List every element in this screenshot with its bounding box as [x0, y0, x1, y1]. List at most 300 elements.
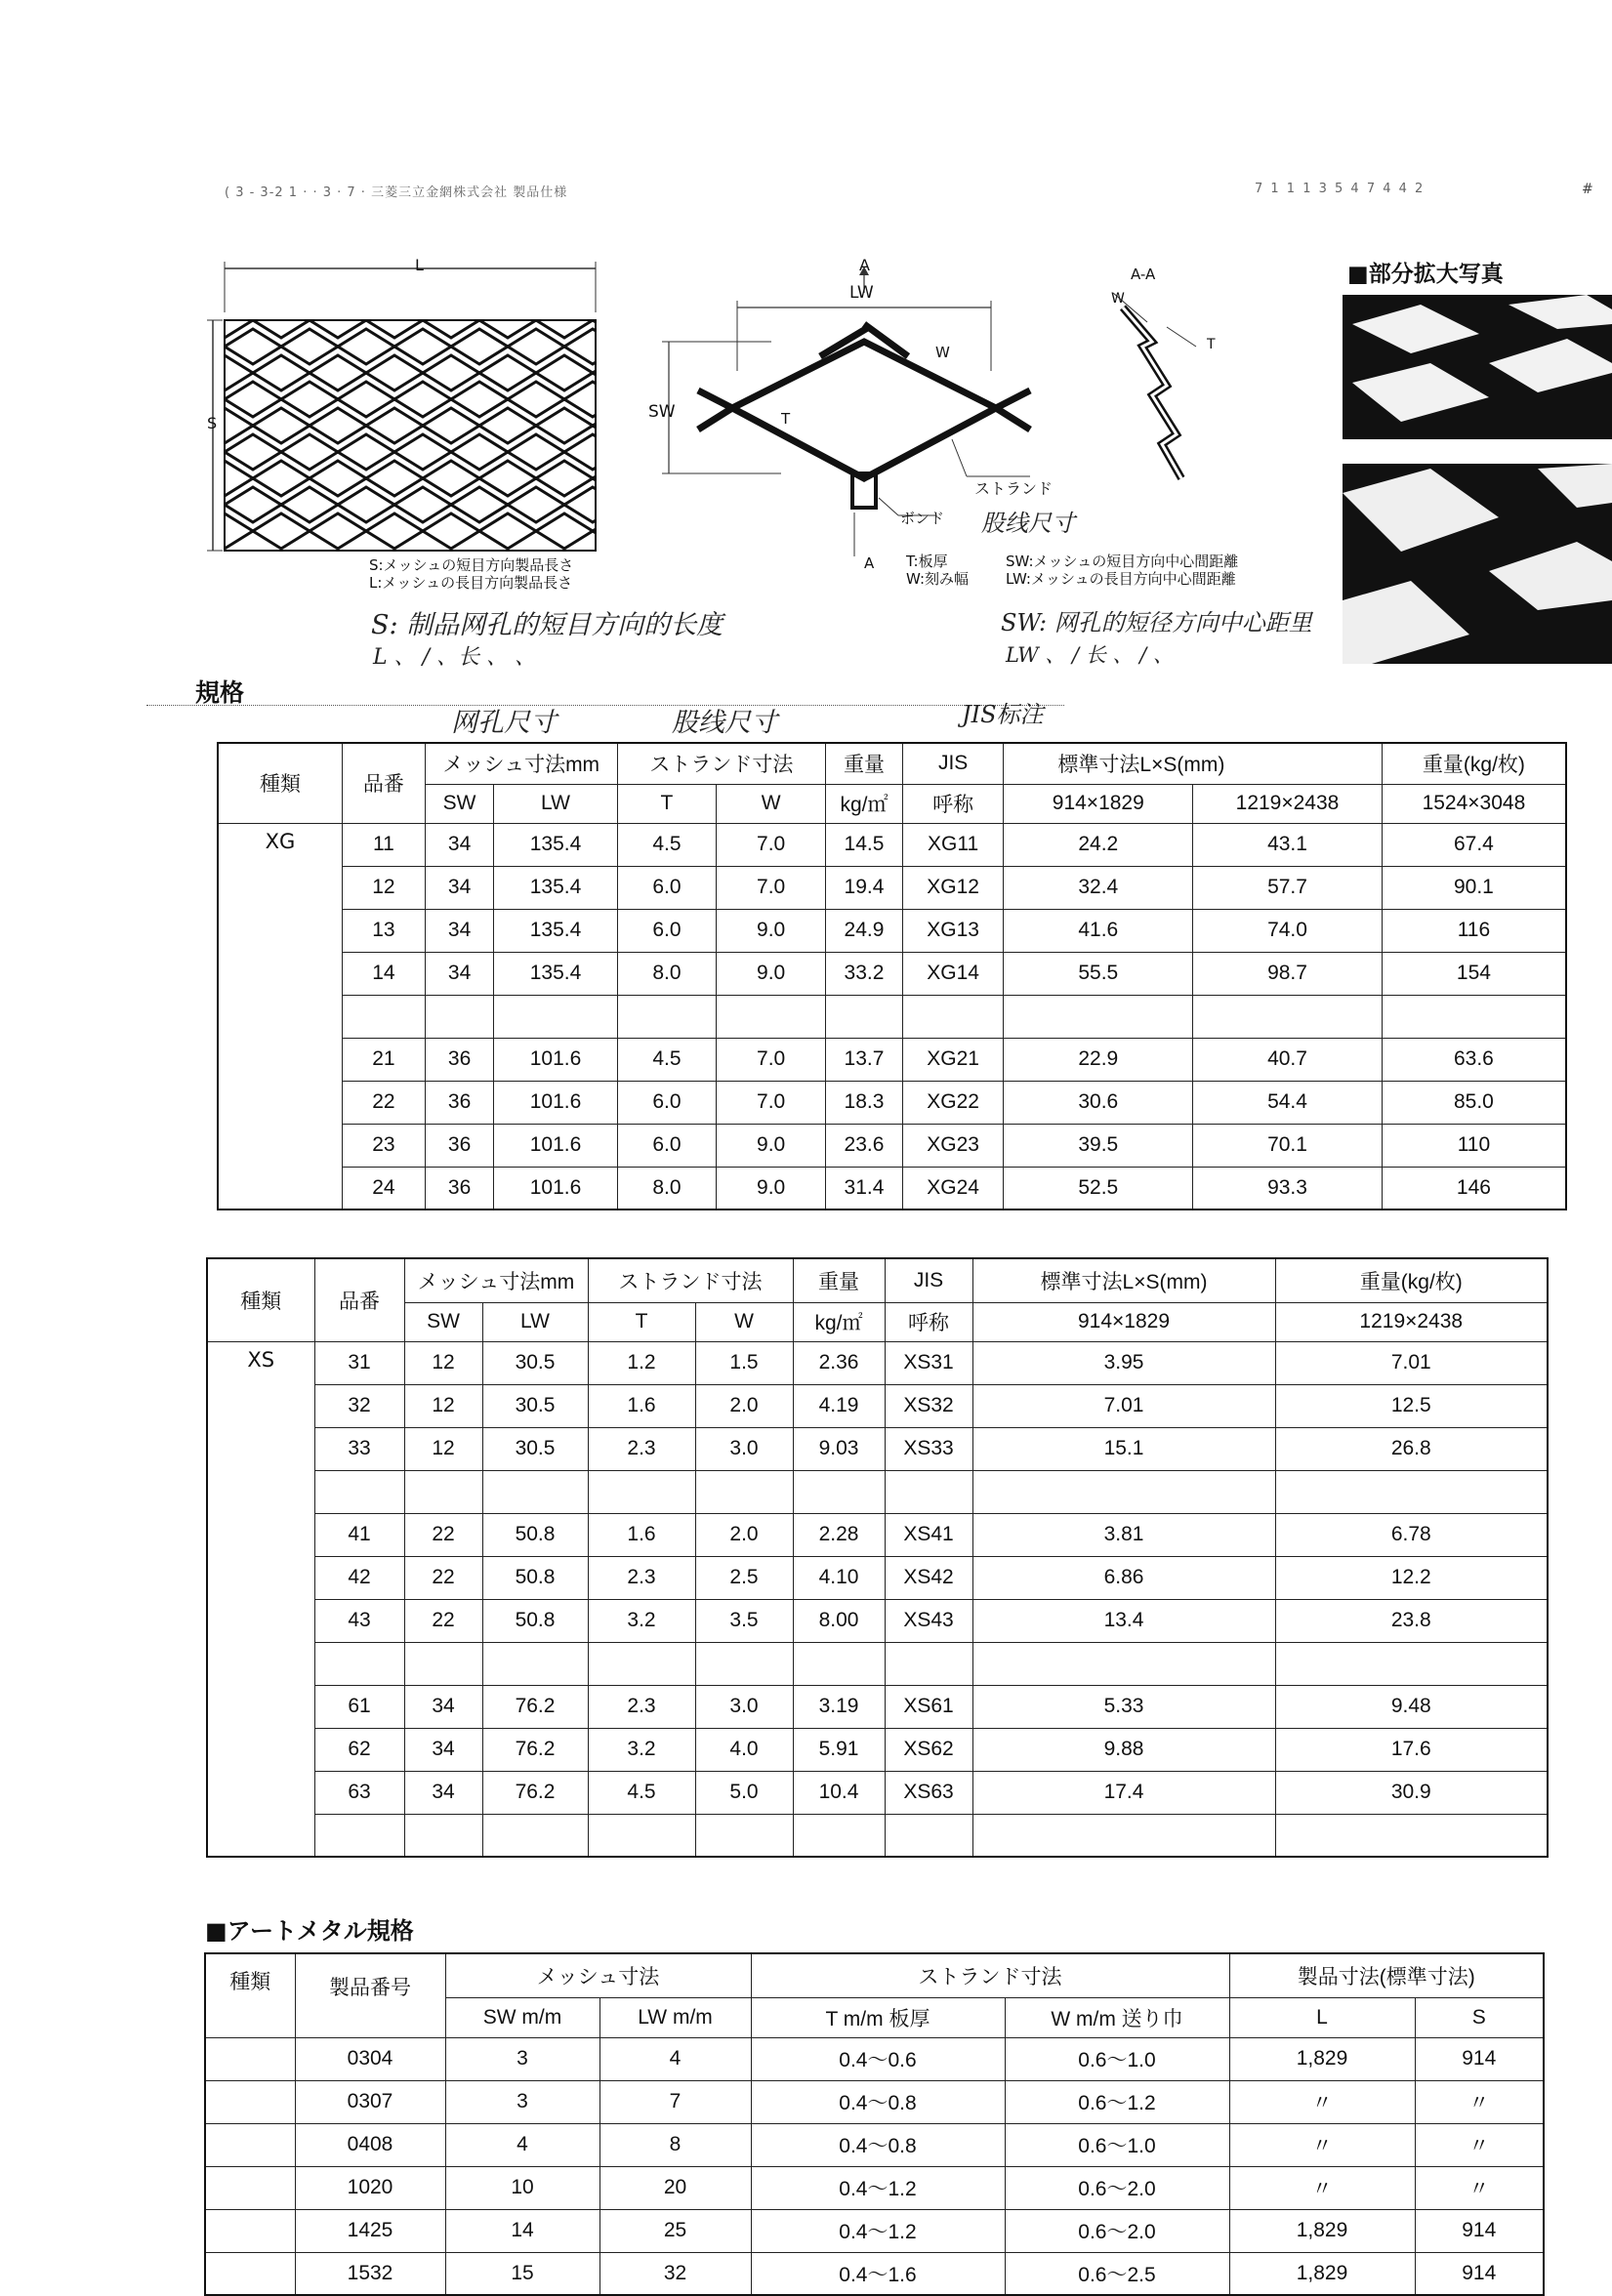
xs-cell: 3.81 — [972, 1513, 1275, 1556]
xs-cell: 30.9 — [1275, 1771, 1548, 1814]
art-cell — [205, 2166, 295, 2209]
xg-cell: 13.7 — [826, 1038, 903, 1081]
art-cell: 0.6～1.0 — [1005, 2123, 1229, 2166]
photo-section-title: ■部分拡大写真 — [1347, 262, 1504, 287]
xg-cell: 36 — [425, 1081, 493, 1124]
xs-cell: 12 — [404, 1341, 482, 1384]
art-cell: 3 — [445, 2080, 599, 2123]
handwritten-mesh-size: 网孔尺寸 — [451, 708, 557, 738]
xs-cell: 50.8 — [482, 1513, 588, 1556]
xg-cell — [494, 995, 617, 1038]
xg-header-weight-unit: kg/㎡ — [826, 784, 903, 823]
xs-header-weight: 重量 — [793, 1258, 885, 1302]
xg-cell: 4.5 — [617, 823, 717, 866]
xg-cell: 101.6 — [494, 1038, 617, 1081]
xs-header-weight-unit: kg/㎡ — [793, 1302, 885, 1341]
xg-table-row — [218, 995, 1566, 1038]
xs-cell: 1.5 — [695, 1341, 793, 1384]
xg-table-row — [218, 823, 1566, 866]
xs-cell: 62 — [314, 1728, 404, 1771]
xs-cell: XS43 — [885, 1599, 972, 1642]
art-cell: 〃 — [1229, 2166, 1415, 2209]
xs-cell — [695, 1642, 793, 1685]
art-cell: 0.6～1.0 — [1005, 2037, 1229, 2080]
xs-cell — [793, 1470, 885, 1513]
xg-cell — [617, 995, 717, 1038]
xg-table-row — [218, 866, 1566, 909]
xg-cell: XG13 — [902, 909, 1004, 952]
xg-cell — [1004, 995, 1193, 1038]
xs-cell: 4.19 — [793, 1384, 885, 1427]
xg-spec-table — [217, 742, 1567, 1210]
xs-cell: 2.36 — [793, 1341, 885, 1384]
xs-cell: 4.0 — [695, 1728, 793, 1771]
xs-cell — [885, 1470, 972, 1513]
xs-cell: 31 — [314, 1341, 404, 1384]
xg-cell — [1193, 995, 1383, 1038]
art-cell: 〃 — [1415, 2123, 1544, 2166]
xg-cell: 23 — [342, 1124, 425, 1167]
art-cell: 0.4～0.8 — [751, 2080, 1005, 2123]
xg-cell: XG21 — [902, 1038, 1004, 1081]
label-section-AA: A-A — [1131, 266, 1156, 283]
art-cell: 914 — [1415, 2252, 1544, 2295]
xs-header-w: W — [695, 1302, 793, 1341]
xg-cell: 101.6 — [494, 1167, 617, 1210]
xs-cell: 23.8 — [1275, 1599, 1548, 1642]
xg-cell: 8.0 — [617, 952, 717, 995]
xg-cell: 22.9 — [1004, 1038, 1193, 1081]
art-cell: 14 — [445, 2209, 599, 2252]
xs-cell — [482, 1470, 588, 1513]
mesh-photo-bottom — [1343, 464, 1612, 664]
xg-cell: 135.4 — [494, 952, 617, 995]
art-cell: 0.6～2.0 — [1005, 2209, 1229, 2252]
art-cell: 914 — [1415, 2209, 1544, 2252]
art-metal-title: ■アートメタル規格 — [205, 1917, 414, 1945]
xg-cell: 55.5 — [1004, 952, 1193, 995]
xg-cell: 6.0 — [617, 1081, 717, 1124]
xs-cell: 12 — [404, 1384, 482, 1427]
xg-header-t: T — [617, 784, 717, 823]
handwritten-note-lw: LW 、 / 长 、 / 、 — [1006, 643, 1174, 667]
art-cell: 0304 — [295, 2037, 445, 2080]
xg-cell: 8.0 — [617, 1167, 717, 1210]
detail-caption-t: T:板厚 — [906, 553, 948, 570]
label-LW: LW — [849, 283, 874, 303]
xg-cell: 18.3 — [826, 1081, 903, 1124]
mesh-photo-top — [1343, 295, 1612, 439]
xs-cell: 76.2 — [482, 1771, 588, 1814]
xs-type-label: XS — [207, 1341, 314, 1857]
xs-cell — [972, 1642, 1275, 1685]
xs-cell: 34 — [404, 1685, 482, 1728]
xs-cell: 12.2 — [1275, 1556, 1548, 1599]
xg-cell: 90.1 — [1382, 866, 1566, 909]
art-cell — [205, 2123, 295, 2166]
xg-cell: 6.0 — [617, 909, 717, 952]
label-strand: ストランド — [974, 479, 1054, 498]
xs-cell: 1.6 — [588, 1513, 695, 1556]
xs-cell: 26.8 — [1275, 1427, 1548, 1470]
xg-cell: 24 — [342, 1167, 425, 1210]
art-cell — [205, 2209, 295, 2252]
xg-cell: 22 — [342, 1081, 425, 1124]
art-cell: 0307 — [295, 2080, 445, 2123]
xs-cell: 6.78 — [1275, 1513, 1548, 1556]
xs-cell: XS62 — [885, 1728, 972, 1771]
xg-table-row — [218, 1167, 1566, 1210]
handwritten-note-s: S: 制品网孔的短目方向的长度 — [371, 610, 723, 640]
art-cell: 25 — [599, 2209, 751, 2252]
xg-cell: 34 — [425, 952, 493, 995]
xg-cell: 9.0 — [717, 1124, 826, 1167]
handwritten-note-sw: SW: 网孔的短径方向中心距里 — [1001, 609, 1312, 636]
label-L: L — [415, 256, 424, 274]
xs-cell: 30.5 — [482, 1427, 588, 1470]
xs-cell — [1275, 1642, 1548, 1685]
xg-header-w: W — [717, 784, 826, 823]
xg-header-mesh: メッシュ寸法mm — [425, 743, 617, 784]
art-header-w: W m/m 送り巾 — [1005, 1997, 1229, 2037]
xg-cell: 135.4 — [494, 866, 617, 909]
xg-cell: 14.5 — [826, 823, 903, 866]
xs-cell: 8.00 — [793, 1599, 885, 1642]
xs-cell: 30.5 — [482, 1384, 588, 1427]
xg-cell: 135.4 — [494, 823, 617, 866]
xs-cell: 34 — [404, 1728, 482, 1771]
xs-cell: 13.4 — [972, 1599, 1275, 1642]
xs-cell — [885, 1642, 972, 1685]
xg-cell: 74.0 — [1193, 909, 1383, 952]
xg-cell: 9.0 — [717, 952, 826, 995]
xg-header-jis-name: 呼称 — [902, 784, 1004, 823]
xs-table-row — [207, 1341, 1548, 1384]
art-cell: 〃 — [1415, 2080, 1544, 2123]
xg-cell: XG23 — [902, 1124, 1004, 1167]
xs-cell: 3.95 — [972, 1341, 1275, 1384]
xs-header-sw: SW — [404, 1302, 482, 1341]
xs-cell: 7.01 — [1275, 1341, 1548, 1384]
xs-cell — [482, 1642, 588, 1685]
xs-header-jis-name: 呼称 — [885, 1302, 972, 1341]
art-cell: 1425 — [295, 2209, 445, 2252]
art-cell: 10 — [445, 2166, 599, 2209]
xs-cell — [793, 1642, 885, 1685]
xs-table-row — [207, 1556, 1548, 1599]
xg-header-size3: 1524×3048 — [1382, 784, 1566, 823]
art-cell: 1,829 — [1229, 2252, 1415, 2295]
xg-header-size2: 1219×2438 — [1193, 784, 1383, 823]
xg-cell: 34 — [425, 909, 493, 952]
xs-table-row — [207, 1470, 1548, 1513]
art-cell: 7 — [599, 2080, 751, 2123]
art-table-row — [205, 2209, 1544, 2252]
art-table-row — [205, 2166, 1544, 2209]
xs-table-row — [207, 1771, 1548, 1814]
xs-cell: XS42 — [885, 1556, 972, 1599]
art-header-lw: LW m/m — [599, 1997, 751, 2037]
xg-cell: XG11 — [902, 823, 1004, 866]
xg-cell: 7.0 — [717, 866, 826, 909]
xs-header-size1: 914×1829 — [972, 1302, 1275, 1341]
xs-cell: 3.0 — [695, 1685, 793, 1728]
spec-title: 規格 — [195, 678, 245, 707]
xg-cell: XG12 — [902, 866, 1004, 909]
xg-header-size1: 914×1829 — [1004, 784, 1193, 823]
xg-cell: 110 — [1382, 1124, 1566, 1167]
xs-cell: XS61 — [885, 1685, 972, 1728]
fax-header: ( 3 - 3-2 1 · · 3 · 7 · 三菱三立金網株式会社 製品仕様 — [225, 185, 568, 200]
xg-cell: 98.7 — [1193, 952, 1383, 995]
xg-cell: 93.3 — [1193, 1167, 1383, 1210]
xg-cell: 23.6 — [826, 1124, 903, 1167]
xg-cell: 70.1 — [1193, 1124, 1383, 1167]
xs-cell: 5.33 — [972, 1685, 1275, 1728]
xs-header-strand: ストランド寸法 — [588, 1258, 793, 1302]
art-cell: 1,829 — [1229, 2209, 1415, 2252]
xg-header-sw: SW — [425, 784, 493, 823]
xg-cell: 7.0 — [717, 1038, 826, 1081]
xg-cell: 116 — [1382, 909, 1566, 952]
xs-cell: 3.2 — [588, 1728, 695, 1771]
xs-header-t: T — [588, 1302, 695, 1341]
xg-cell: 67.4 — [1382, 823, 1566, 866]
page-mark: # — [1582, 182, 1593, 197]
xg-cell: 24.9 — [826, 909, 903, 952]
xg-header-lw: LW — [494, 784, 617, 823]
xs-cell: 9.03 — [793, 1427, 885, 1470]
art-cell: 8 — [599, 2123, 751, 2166]
xs-table-row — [207, 1642, 1548, 1685]
xg-header-strand: ストランド寸法 — [617, 743, 825, 784]
xs-cell: 2.3 — [588, 1427, 695, 1470]
xs-cell: XS33 — [885, 1427, 972, 1470]
art-cell — [205, 2252, 295, 2295]
detail-caption-w: W:刻み幅 — [906, 570, 970, 588]
xg-cell: 41.6 — [1004, 909, 1193, 952]
label-bond: ボンド — [900, 510, 945, 527]
xs-cell: 2.28 — [793, 1513, 885, 1556]
xg-cell: 30.6 — [1004, 1081, 1193, 1124]
xs-cell — [314, 1470, 404, 1513]
xs-cell: 32 — [314, 1384, 404, 1427]
art-cell: 4 — [599, 2037, 751, 2080]
section-label-T: T — [1207, 337, 1216, 352]
xs-cell — [695, 1470, 793, 1513]
xg-cell: 4.5 — [617, 1038, 717, 1081]
sheet-caption-1: S:メッシュの短目方向製品長さ — [369, 556, 574, 574]
xs-cell: 61 — [314, 1685, 404, 1728]
xg-cell: 31.4 — [826, 1167, 903, 1210]
xg-cell: 63.6 — [1382, 1038, 1566, 1081]
xg-header-weight: 重量 — [826, 743, 903, 784]
xg-cell: 36 — [425, 1038, 493, 1081]
xs-cell: 76.2 — [482, 1728, 588, 1771]
xg-cell: XG14 — [902, 952, 1004, 995]
xg-cell: 146 — [1382, 1167, 1566, 1210]
xg-cell: 34 — [425, 823, 493, 866]
art-cell: 914 — [1415, 2037, 1544, 2080]
xs-cell: 41 — [314, 1513, 404, 1556]
xg-table-row — [218, 909, 1566, 952]
xs-cell — [972, 1470, 1275, 1513]
xg-cell: 85.0 — [1382, 1081, 1566, 1124]
xg-cell: 14 — [342, 952, 425, 995]
xs-cell: 3.5 — [695, 1599, 793, 1642]
xs-cell: 2.3 — [588, 1556, 695, 1599]
art-header-t: T m/m 板厚 — [751, 1997, 1005, 2037]
xs-header-type: 種類 — [207, 1258, 314, 1341]
xg-type-label: XG — [218, 823, 342, 1210]
xs-cell: 6.86 — [972, 1556, 1275, 1599]
xg-table-row — [218, 1038, 1566, 1081]
xg-cell: 40.7 — [1193, 1038, 1383, 1081]
art-table-row — [205, 2252, 1544, 2295]
xs-cell — [695, 1814, 793, 1857]
xs-cell: 7.01 — [972, 1384, 1275, 1427]
handwritten-jis: JIS标注 — [962, 701, 1044, 728]
xg-cell: 13 — [342, 909, 425, 952]
xs-cell — [314, 1642, 404, 1685]
xs-cell: 12.5 — [1275, 1384, 1548, 1427]
label-T: T — [781, 410, 791, 428]
art-table-row — [205, 2123, 1544, 2166]
xs-cell: 50.8 — [482, 1556, 588, 1599]
xs-cell: 5.0 — [695, 1771, 793, 1814]
xs-cell: 3.2 — [588, 1599, 695, 1642]
xs-cell: 9.48 — [1275, 1685, 1548, 1728]
xs-cell: XS31 — [885, 1341, 972, 1384]
art-header-s: S — [1415, 1997, 1544, 2037]
xg-cell: 32.4 — [1004, 866, 1193, 909]
xs-cell: 22 — [404, 1556, 482, 1599]
xs-header-part: 品番 — [314, 1258, 404, 1341]
fax-number: 7 1 1 1 3 5 4 7 4 4 2 — [1255, 182, 1426, 196]
xg-cell: 7.0 — [717, 1081, 826, 1124]
xg-cell — [425, 995, 493, 1038]
art-cell: 1532 — [295, 2252, 445, 2295]
xg-table-row — [218, 1081, 1566, 1124]
xs-cell — [588, 1470, 695, 1513]
xg-cell: XG24 — [902, 1167, 1004, 1210]
art-cell: 0.6～2.0 — [1005, 2166, 1229, 2209]
xs-spec-table — [206, 1257, 1549, 1858]
xg-cell — [902, 995, 1004, 1038]
sheet-caption-2: L:メッシュの長目方向製品長さ — [369, 574, 573, 592]
xs-header-std: 標準寸法L×S(mm) — [972, 1258, 1275, 1302]
xg-cell: 24.2 — [1004, 823, 1193, 866]
xs-cell: 2.3 — [588, 1685, 695, 1728]
xs-cell: 3.0 — [695, 1427, 793, 1470]
xs-cell: 50.8 — [482, 1599, 588, 1642]
xg-header-std-weight: 重量(kg/枚) — [1382, 743, 1566, 784]
art-header-part: 製品番号 — [295, 1953, 445, 2037]
xg-cell: 6.0 — [617, 866, 717, 909]
xs-cell: 2.5 — [695, 1556, 793, 1599]
xs-table-row — [207, 1728, 1548, 1771]
art-header-mesh: メッシュ寸法 — [445, 1953, 751, 1997]
xg-cell: 9.0 — [717, 909, 826, 952]
art-cell: 0.6～1.2 — [1005, 2080, 1229, 2123]
art-table-row — [205, 2037, 1544, 2080]
xs-cell — [1275, 1470, 1548, 1513]
xg-header-type: 種類 — [218, 743, 342, 823]
xs-table-row — [207, 1384, 1548, 1427]
xs-cell: 43 — [314, 1599, 404, 1642]
art-cell: 0.4～0.8 — [751, 2123, 1005, 2166]
xs-cell: 2.0 — [695, 1513, 793, 1556]
xg-cell: 101.6 — [494, 1124, 617, 1167]
xg-cell: 101.6 — [494, 1081, 617, 1124]
xg-cell: 52.5 — [1004, 1167, 1193, 1210]
xs-cell: 9.88 — [972, 1728, 1275, 1771]
xs-cell — [314, 1814, 404, 1857]
xs-header-mesh: メッシュ寸法mm — [404, 1258, 588, 1302]
xs-cell — [885, 1814, 972, 1857]
xs-cell: 1.6 — [588, 1384, 695, 1427]
xs-cell: 4.10 — [793, 1556, 885, 1599]
xs-cell: 63 — [314, 1771, 404, 1814]
xg-cell: 34 — [425, 866, 493, 909]
xg-cell: 33.2 — [826, 952, 903, 995]
xg-cell — [826, 995, 903, 1038]
xg-table-row — [218, 952, 1566, 995]
xs-cell: 22 — [404, 1599, 482, 1642]
xs-cell: 1.2 — [588, 1341, 695, 1384]
xs-cell: XS63 — [885, 1771, 972, 1814]
xs-cell: 33 — [314, 1427, 404, 1470]
xg-cell: 54.4 — [1193, 1081, 1383, 1124]
art-cell: 0.6～2.5 — [1005, 2252, 1229, 2295]
xs-cell: 15.1 — [972, 1427, 1275, 1470]
xs-cell: 42 — [314, 1556, 404, 1599]
xs-cell: 34 — [404, 1771, 482, 1814]
detail-caption-sw: SW:メッシュの短目方向中心間距離 — [1006, 553, 1239, 570]
detail-caption-lw: LW:メッシュの長目方向中心間距離 — [1006, 570, 1236, 588]
xs-table-row — [207, 1599, 1548, 1642]
art-cell: 〃 — [1415, 2166, 1544, 2209]
xs-cell: 4.5 — [588, 1771, 695, 1814]
xg-table-row — [218, 1124, 1566, 1167]
art-header-strand: ストランド寸法 — [751, 1953, 1229, 1997]
xs-cell — [404, 1642, 482, 1685]
xs-header-size2: 1219×2438 — [1275, 1302, 1548, 1341]
art-cell: 〃 — [1229, 2123, 1415, 2166]
art-cell: 0.4～1.6 — [751, 2252, 1005, 2295]
xg-cell: 43.1 — [1193, 823, 1383, 866]
xs-header-std-weight: 重量(kg/枚) — [1275, 1258, 1548, 1302]
label-A-bottom: A — [864, 554, 875, 572]
xs-table-row — [207, 1427, 1548, 1470]
art-header-product: 製品寸法(標準寸法) — [1229, 1953, 1544, 1997]
xs-cell — [404, 1814, 482, 1857]
xs-cell: XS41 — [885, 1513, 972, 1556]
xg-cell: 9.0 — [717, 1167, 826, 1210]
xs-cell: 22 — [404, 1513, 482, 1556]
art-cell: 15 — [445, 2252, 599, 2295]
spec-divider — [146, 705, 1064, 706]
xs-cell: 2.0 — [695, 1384, 793, 1427]
label-SW: SW — [648, 402, 676, 422]
xg-cell: 36 — [425, 1124, 493, 1167]
xs-table-row — [207, 1814, 1548, 1857]
art-cell: 0.4～0.6 — [751, 2037, 1005, 2080]
xg-cell: 36 — [425, 1167, 493, 1210]
xs-cell: 17.6 — [1275, 1728, 1548, 1771]
handwritten-bond-note: 股线尺寸 — [981, 510, 1075, 537]
xg-cell: 12 — [342, 866, 425, 909]
